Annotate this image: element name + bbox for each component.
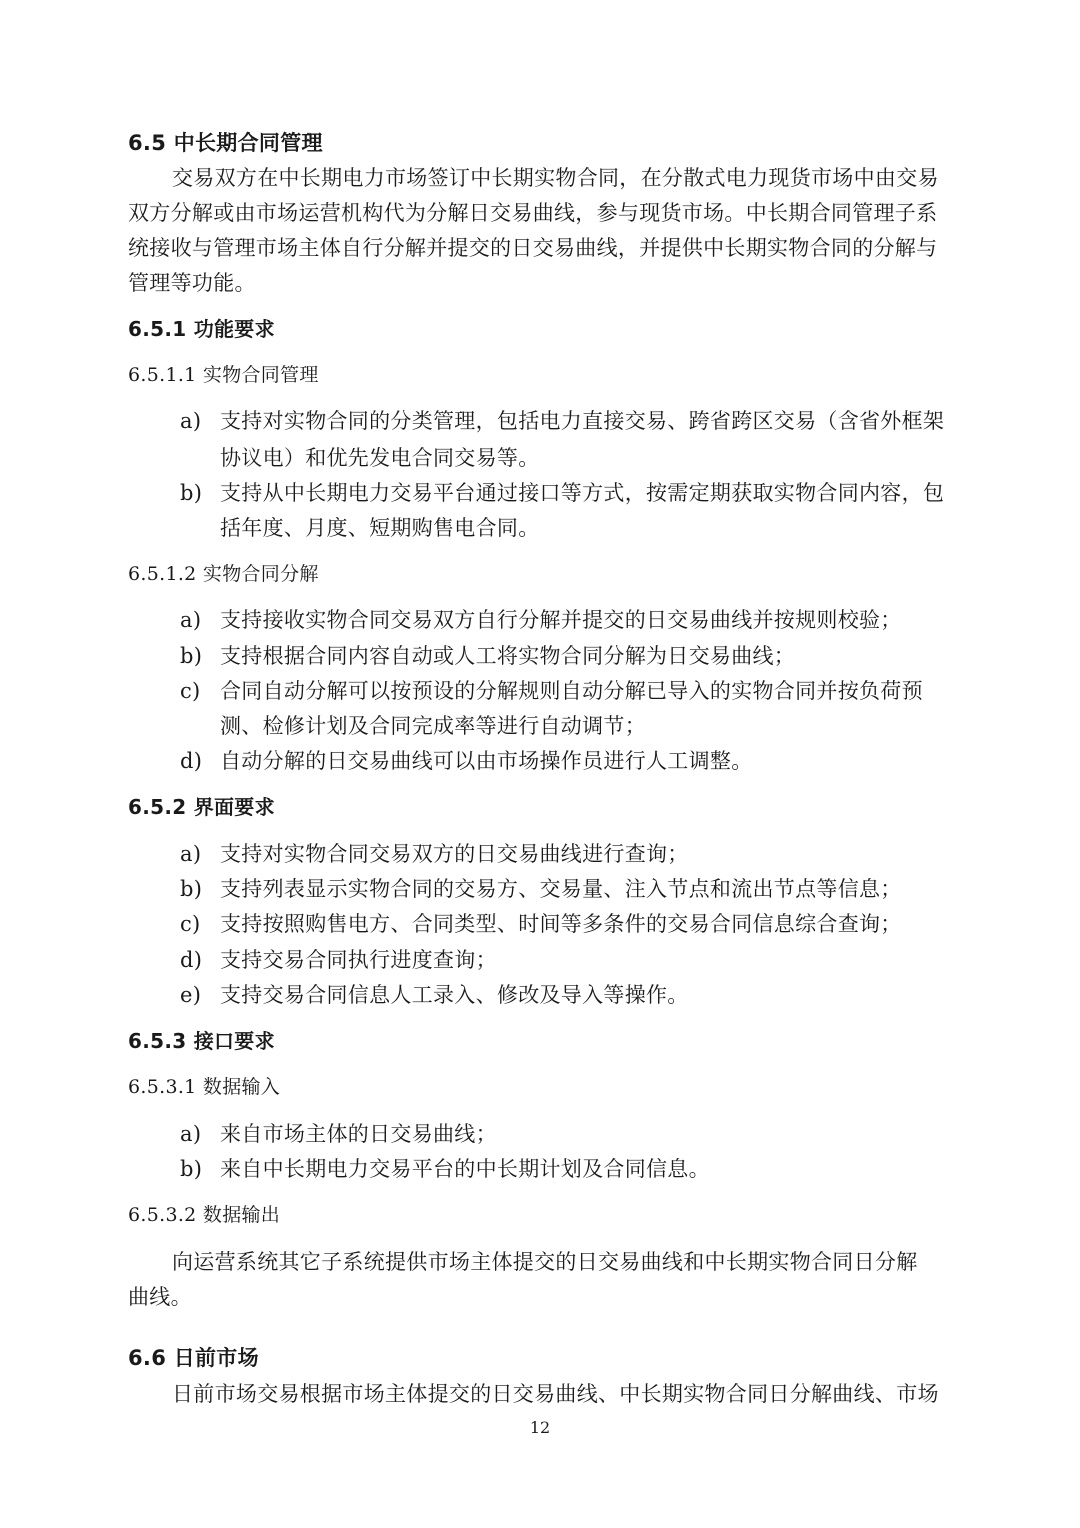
list-item-text: 支持从中长期电力交易平台通过接口等方式，按需定期获取实物合同内容，包	[220, 481, 945, 505]
paragraph-line: 日前市场交易根据市场主体提交的日交易曲线、中长期实物合同日分解曲线、市场	[172, 1382, 939, 1406]
list-marker: b)	[180, 877, 203, 901]
list-marker: b)	[180, 481, 203, 505]
list-item-text: 支持交易合同执行进度查询；	[220, 948, 497, 972]
list-item-text: 支持对实物合同的分类管理，包括电力直接交易、跨省跨区交易（含省外框架	[220, 409, 945, 433]
list-item-text: 支持交易合同信息人工录入、修改及导入等操作。	[220, 983, 689, 1007]
section-heading-6-5-2: 6.5.2 界面要求	[128, 795, 275, 819]
paragraph-line: 曲线。	[128, 1285, 192, 1309]
list-item-text: 支持接收实物合同交易双方自行分解并提交的日交易曲线并按规则校验；	[220, 608, 902, 632]
section-heading-6-6: 6.6 日前市场	[128, 1346, 259, 1370]
section-heading-6-5-3-1: 6.5.3.1 数据输入	[128, 1076, 281, 1098]
list-marker: a)	[180, 842, 202, 866]
section-heading-6-5: 6.5 中长期合同管理	[128, 131, 323, 155]
list-marker: a)	[180, 608, 202, 632]
paragraph-line: 交易双方在中长期电力市场签订中长期实物合同，在分散式电力现货市场中由交易	[172, 166, 939, 190]
page-number: 12	[529, 1418, 551, 1437]
list-item-text: 支持列表显示实物合同的交易方、交易量、注入节点和流出节点等信息；	[220, 877, 902, 901]
paragraph-line: 向运营系统其它子系统提供市场主体提交的日交易曲线和中长期实物合同日分解	[172, 1250, 918, 1274]
section-heading-6-5-3: 6.5.3 接口要求	[128, 1029, 275, 1053]
list-marker: c)	[180, 912, 201, 936]
list-item-text: 括年度、月度、短期购售电合同。	[220, 516, 540, 540]
section-heading-6-5-3-2: 6.5.3.2 数据输出	[128, 1204, 281, 1226]
list-item-text: 协议电）和优先发电合同交易等。	[220, 446, 540, 470]
list-marker: b)	[180, 1157, 203, 1181]
list-item-text: 支持按照购售电方、合同类型、时间等多条件的交易合同信息综合查询；	[220, 912, 902, 936]
list-marker: a)	[180, 409, 202, 433]
list-marker: d)	[180, 948, 203, 972]
list-marker: a)	[180, 1122, 202, 1146]
list-marker: d)	[180, 749, 203, 773]
section-heading-6-5-1-1: 6.5.1.1 实物合同管理	[128, 364, 319, 386]
list-item-text: 来自市场主体的日交易曲线；	[220, 1122, 497, 1146]
list-marker: b)	[180, 644, 203, 668]
list-item-text: 合同自动分解可以按预设的分解规则自动分解已导入的实物合同并按负荷预	[220, 679, 923, 703]
section-heading-6-5-1: 6.5.1 功能要求	[128, 317, 275, 341]
list-item-text: 支持对实物合同交易双方的日交易曲线进行查询；	[220, 842, 689, 866]
list-item-text: 支持根据合同内容自动或人工将实物合同分解为日交易曲线；	[220, 644, 796, 668]
list-item-text: 自动分解的日交易曲线可以由市场操作员进行人工调整。	[220, 749, 753, 773]
list-marker: c)	[180, 679, 201, 703]
paragraph-line: 统接收与管理市场主体自行分解并提交的日交易曲线，并提供中长期实物合同的分解与	[128, 236, 938, 260]
paragraph-line: 双方分解或由市场运营机构代为分解日交易曲线，参与现货市场。中长期合同管理子系	[128, 201, 938, 225]
list-item-text: 来自中长期电力交易平台的中长期计划及合同信息。	[220, 1157, 710, 1181]
list-item-text: 测、检修计划及合同完成率等进行自动调节；	[220, 714, 646, 738]
paragraph-line: 管理等功能。	[128, 271, 256, 295]
section-heading-6-5-1-2: 6.5.1.2 实物合同分解	[128, 563, 319, 585]
list-marker: e)	[180, 983, 202, 1007]
